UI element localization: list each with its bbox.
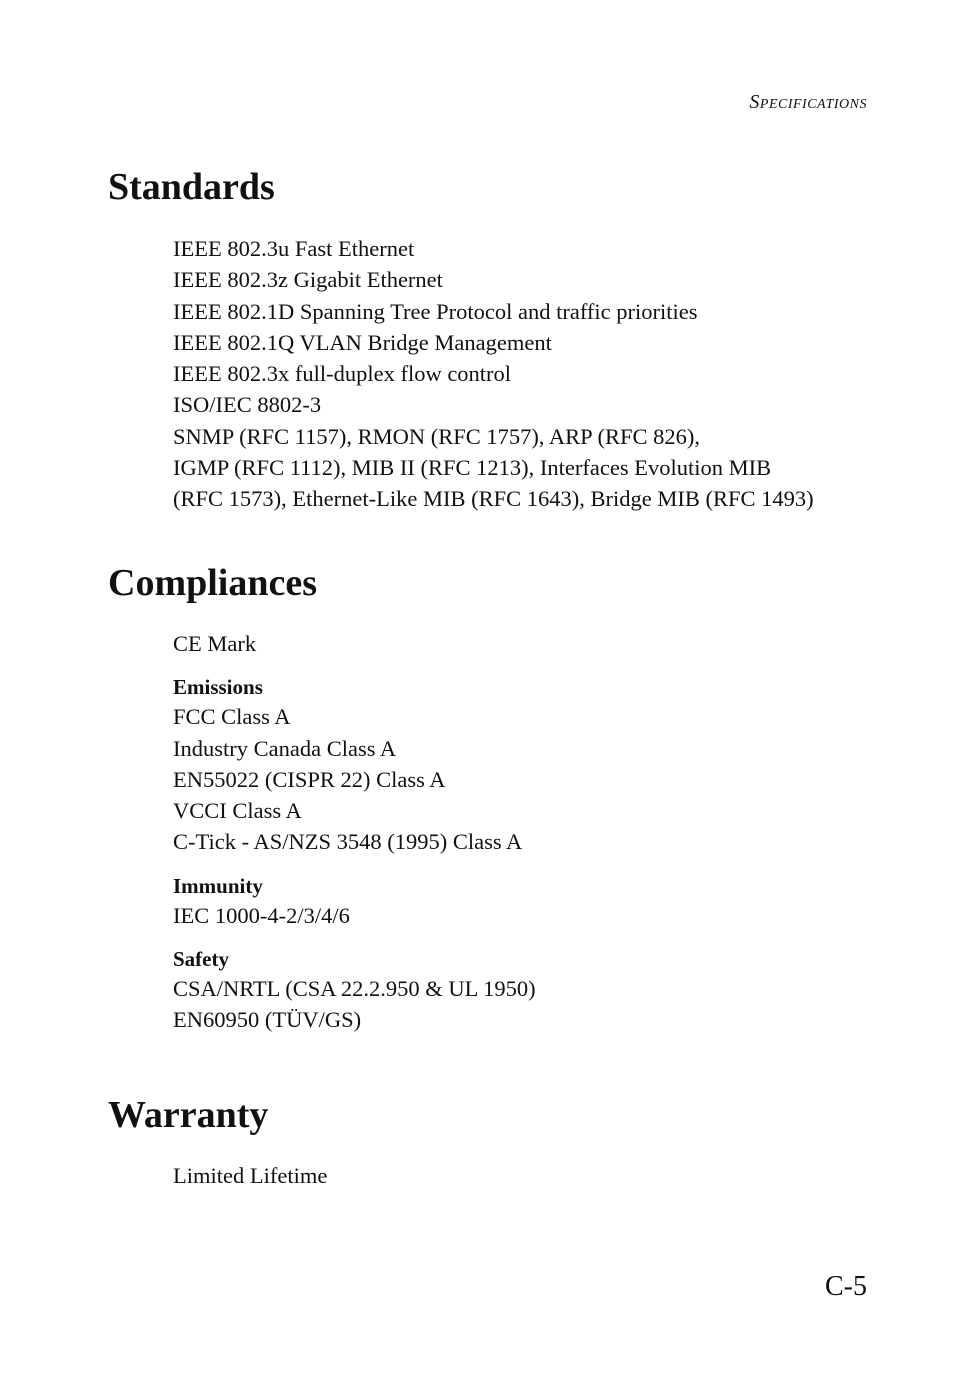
standards-line: IEEE 802.3x full-duplex flow control — [173, 361, 512, 387]
immunity-group — [173, 872, 893, 931]
standards-line: IEEE 802.3u Fast Ethernet — [173, 236, 415, 261]
standards-line: IEEE 802.1D Spanning Tree Protocol and traffic priorities — [173, 298, 698, 324]
compliances-list — [173, 628, 893, 1036]
safety-subheading: Safety — [173, 947, 229, 972]
immunity-line: IEC 1000-4-2/3/4/6 — [173, 902, 350, 928]
running-head: Specifications — [749, 91, 867, 113]
safety-group — [173, 945, 893, 1036]
standards-line: IEEE 802.3z Gigabit Ethernet — [173, 267, 443, 293]
page-number: C-5 — [825, 1271, 867, 1302]
emissions-group — [173, 673, 893, 857]
emissions-line: EN55022 (CISPR 22) Class A — [173, 766, 446, 792]
emissions-line: FCC Class A — [173, 704, 291, 730]
compliances-heading: Compliances — [108, 562, 317, 604]
safety-line: EN60950 (TÜV/GS) — [173, 1007, 362, 1033]
warranty-list — [173, 1160, 893, 1191]
standards-line: (RFC 1573), Ethernet-Like MIB (RFC 1643), Bridge MIB (RFC 1493) — [173, 486, 814, 512]
warranty-line: Limited Lifetime — [173, 1163, 328, 1188]
ce-mark-line: CE Mark — [173, 631, 257, 656]
standards-line: ISO/IEC 8802-3 — [173, 392, 322, 418]
emissions-subheading: Emissions — [173, 675, 263, 700]
warranty-heading: Warranty — [108, 1094, 269, 1136]
emissions-line: Industry Canada Class A — [173, 735, 397, 761]
standards-line: SNMP (RFC 1157), RMON (RFC 1757), ARP (RFC 826), — [173, 423, 700, 449]
standards-line: IEEE 802.1Q VLAN Bridge Management — [173, 329, 552, 355]
standards-list — [173, 233, 893, 515]
immunity-subheading: Immunity — [173, 873, 263, 898]
standards-line: IGMP (RFC 1112), MIB II (RFC 1213), Interfaces Evolution MIB — [173, 455, 772, 481]
standards-heading: Standards — [108, 166, 275, 208]
emissions-line: C-Tick - AS/NZS 3548 (1995) Class A — [173, 829, 523, 855]
safety-line: CSA/NRTL (CSA 22.2.950 & UL 1950) — [173, 976, 536, 1002]
emissions-line: VCCI Class A — [173, 798, 302, 824]
